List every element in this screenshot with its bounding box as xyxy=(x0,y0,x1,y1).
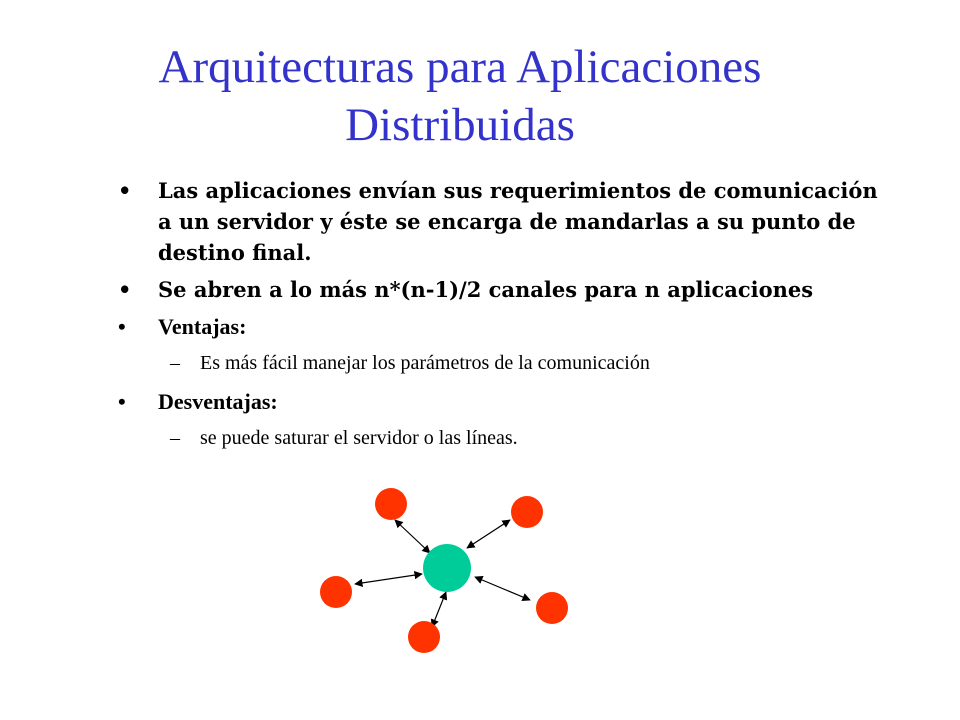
sub-marker: – xyxy=(170,352,180,374)
connection-arrow xyxy=(395,520,430,553)
connection-arrow xyxy=(467,520,510,548)
connection-arrow xyxy=(432,592,446,627)
sub-text: Es más fácil manejar los parámetros de la comunicación xyxy=(200,352,650,374)
bullet-text: Ventajas: xyxy=(158,314,247,339)
title-line-1: Arquitecturas para Aplicaciones xyxy=(158,41,762,93)
bullet-marker: • xyxy=(118,314,126,339)
bullet-marker: • xyxy=(118,178,132,203)
client-node xyxy=(408,621,440,653)
client-node xyxy=(320,576,352,608)
bullet-marker: • xyxy=(118,389,126,414)
bullet-marker: • xyxy=(118,277,132,302)
sub-text: se puede saturar el servidor o las líneas. xyxy=(200,427,518,449)
bullet-text: Desventajas: xyxy=(158,389,278,414)
bullet-text: Las aplicaciones envían sus requerimientos de comunicación a un servidor y éste se encarga de mandarlas a su punto de destino final. xyxy=(158,178,878,265)
sub-marker: – xyxy=(170,427,180,449)
connection-arrow xyxy=(475,577,530,600)
bullet-text: Se abren a lo más n*(n-1)/2 canales para n aplicaciones xyxy=(158,277,814,302)
client-node xyxy=(536,592,568,624)
client-node xyxy=(511,496,543,528)
client-node xyxy=(375,488,407,520)
connection-arrow xyxy=(355,574,422,584)
title-line-2: Distribuidas xyxy=(345,99,575,151)
server-node xyxy=(423,544,471,592)
